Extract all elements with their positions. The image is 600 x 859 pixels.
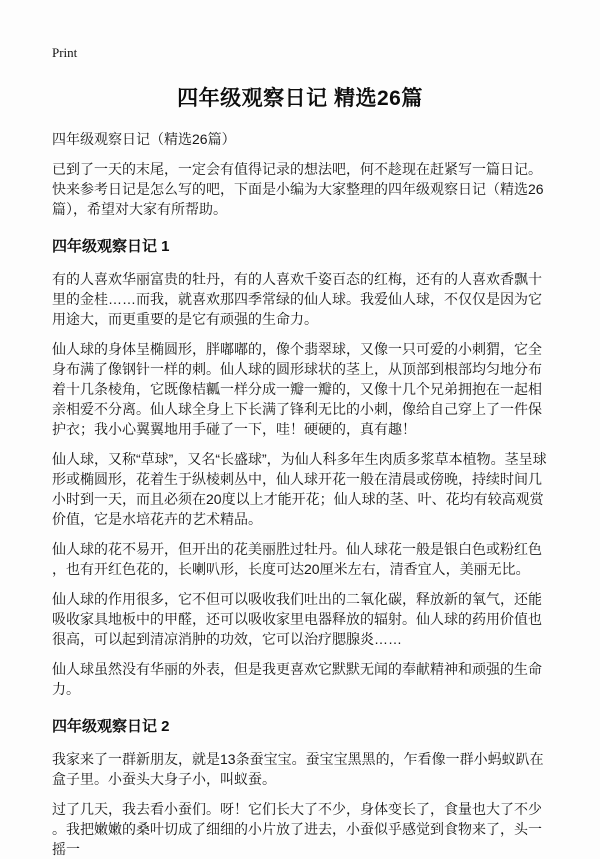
- document-subtitle: 四年级观察日记（精选26篇）: [52, 131, 236, 147]
- section-diary-2: [52, 715, 548, 859]
- intro-paragraph: 已到了一天的末尾，一定会有值得记录的想法吧，何不趁现在赶紧写一篇日记。快来参考日记是怎么写的吧，下面是小编为大家整理的四年级观察日记（精选26篇），希望对大家有所帮助。: [52, 161, 544, 217]
- page-title: 四年级观察日记 精选26篇: [177, 87, 423, 110]
- paragraph: 过了几天，我去看小蚕们。呀！它们长大了不少，身体变长了，食量也大了不少。我把嫩嫩的桑叶切成了细细的小片放了进去，小蚕似乎感觉到食物来了，头一摇一: [52, 801, 542, 857]
- paragraph: 仙人球虽然没有华丽的外表，但是我更喜欢它默默无闻的奉献精神和顽强的生命力。: [52, 661, 542, 697]
- section-diary-1: [52, 235, 548, 699]
- section-heading: 四年级观察日记 2: [52, 718, 170, 735]
- paragraph: 仙人球的身体呈椭圆形，胖嘟嘟的，像个翡翠球，又像一只可爱的小刺猬，它全身布满了像钢针一样的刺。仙人球的圆形球状的茎上，从顶部到根部均匀地分布着十几条棱角，它既像桔瓤一样分成一瓣一瓣的，又像十几个兄弟拥抱在一起相亲相爱不分离。仙人球全身上下长满了锋利无比的小刺，像给自己穿上了一件保护衣；我小心翼翼地用手碰了一下，哇！硬硬的，真有趣！: [52, 341, 542, 437]
- print-link[interactable]: Print: [52, 45, 78, 60]
- section-heading: 四年级观察日记 1: [52, 238, 170, 255]
- paragraph: 仙人球的花不易开，但开出的花美丽胜过牡丹。仙人球花一般是银白色或粉红色，也有开红色花的，长喇叭形，长度可达20厘米左右，清香宜人，美丽无比。: [52, 541, 542, 577]
- paragraph: 我家来了一群新朋友，就是13条蚕宝宝。蚕宝宝黑黑的，乍看像一群小蚂蚁趴在盒子里。小蚕头大身子小，叫蚁蚕。: [52, 751, 544, 787]
- paragraph: 仙人球，又称“草球”，又名“长盛球”，为仙人科多年生肉质多浆草本植物。茎呈球形或椭圆形，花着生于纵棱刺丛中，仙人球开花一般在清晨或傍晚，持续时间几小时到一天，而且必须在20度以上才能开花；仙人球的茎、叶、花均有较高观赏价值，它是水培花卉的艺术精品。: [52, 451, 547, 527]
- paragraph: 仙人球的作用很多，它不但可以吸收我们吐出的二氧化碳，释放新的氧气，还能吸收家具地板中的甲醛，还可以吸收家里电器释放的辐射。仙人球的药用价值也很高，可以起到清凉消肿的功效，它可以治疗腮腺炎……: [52, 591, 542, 647]
- paragraph: 有的人喜欢华丽富贵的牡丹，有的人喜欢千姿百态的红梅，还有的人喜欢香飘十里的金桂……而我，就喜欢那四季常绿的仙人球。我爱仙人球，不仅仅是因为它用途大，而更重要的是它有顽强的生命力。: [52, 271, 542, 327]
